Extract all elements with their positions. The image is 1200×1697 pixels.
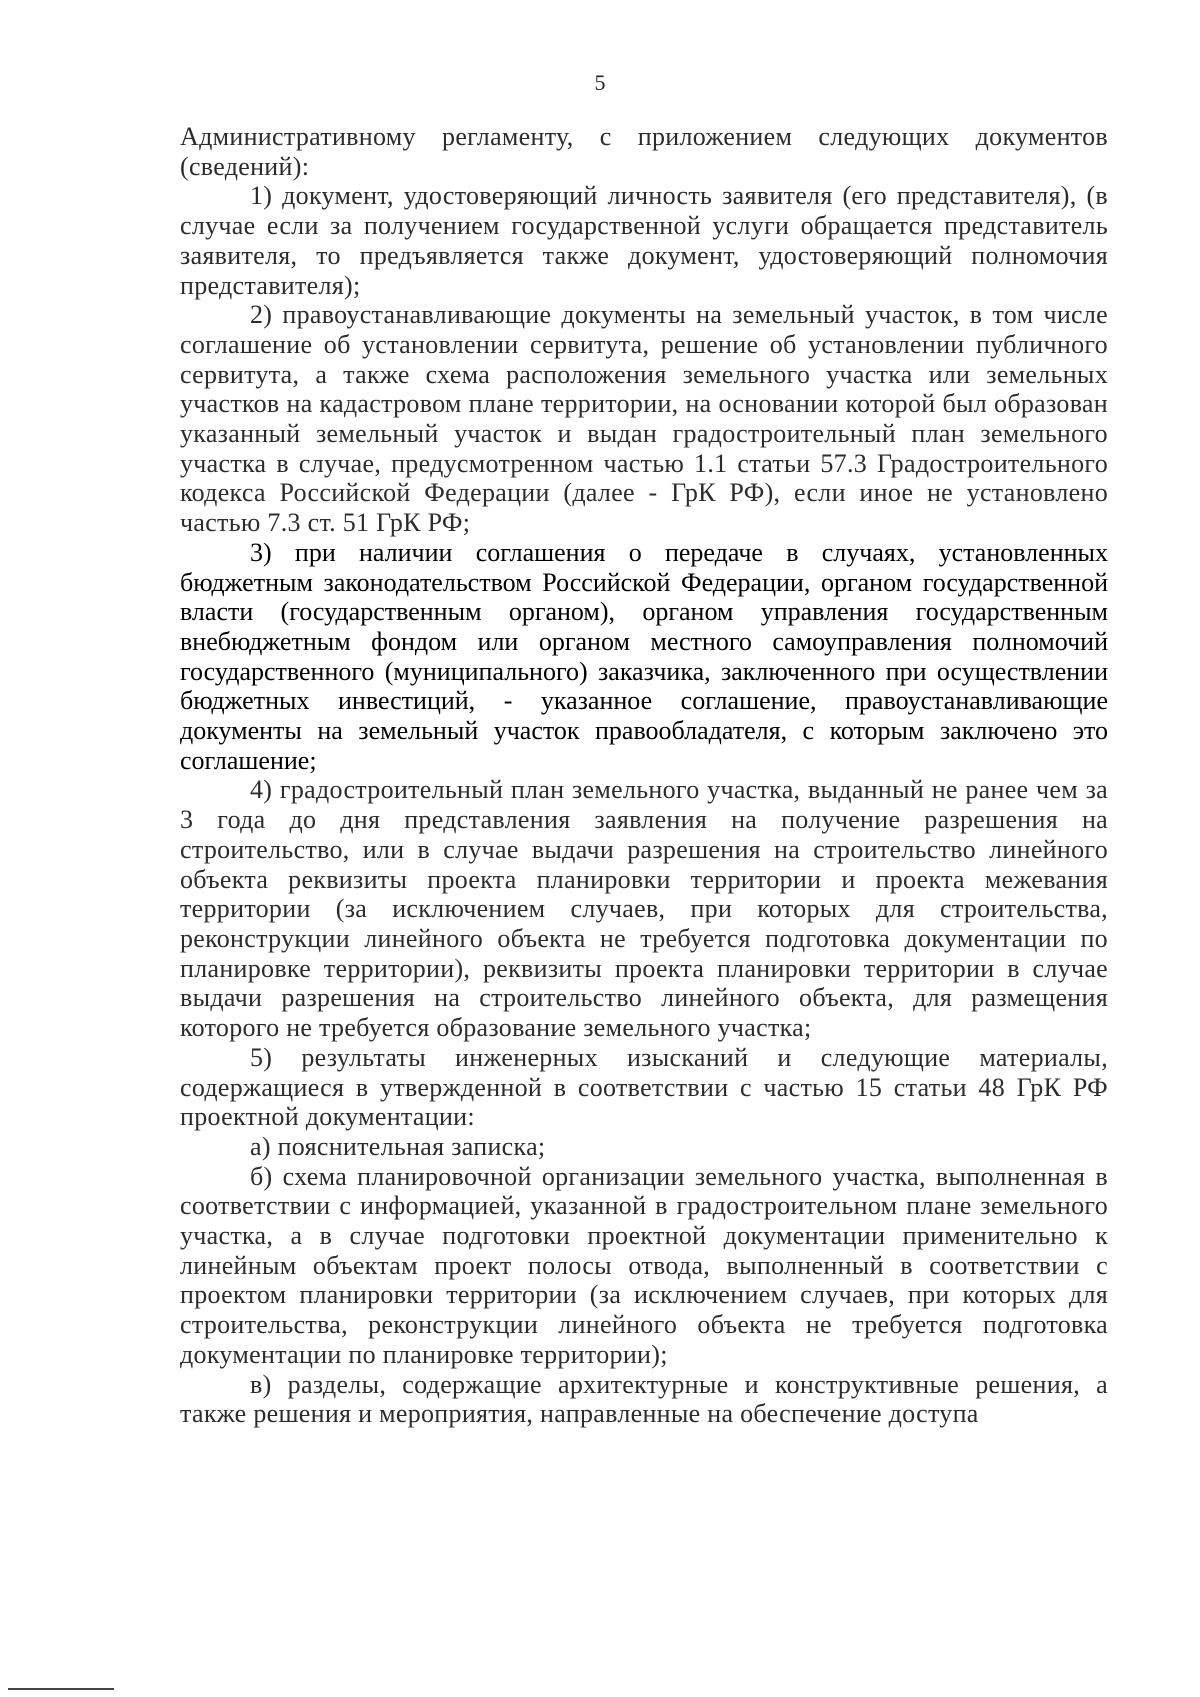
footer-rule xyxy=(8,1688,114,1690)
sub-item-a: а) пояснительная записка; xyxy=(250,1131,546,1161)
list-item-1: 1) документ, удостоверяющий личность заявителя (его представителя), (в случае если за получением государственной услуги обращается представитель заявителя, то предъявляется также документ, удостоверяющий полномочия представителя); xyxy=(180,181,1108,300)
list-item-3: 3) при наличии соглашения о передаче в случаях, установленных бюджетным законодательством Российской Федерации, органом государственной власти (государственным органом), органом управления государственным внебюджетным фондом или органом местного самоуправления полномочий государственного (муниципального) заказчика, заключенного при осуществлении бюджетных инвестиций, - указанное соглашение, правоустанавливающие документы на земельный участок правообладателя, с которым заключено это соглашение; xyxy=(180,537,1108,775)
document-body xyxy=(180,122,1108,1429)
page-number: 5 xyxy=(594,70,606,95)
list-item-4: 4) градостроительный план земельного участка, выданный не ранее чем за 3 года до дня представления заявления на получение разрешения на строительство, или в случае выдачи разрешения на строительство линейного объекта реквизиты проекта планировки территории и проекта межевания территории (за исключением случаев, при которых для строительства, реконструкции линейного объекта не требуется подготовка документации по планировке территории), реквизиты проекта планировки территории в случае выдачи разрешения на строительство линейного объекта, для размещения которого не требуется образование земельного участка; xyxy=(180,775,1108,1043)
list-item-5: 5) результаты инженерных изысканий и следующие материалы, содержащиеся в утвержденной в соответствии с частью 15 статьи 48 ГрК РФ проектной документации: xyxy=(180,1042,1108,1132)
list-item-2: 2) правоустанавливающие документы на земельный участок, в том числе соглашение об установлении сервитута, решение об установлении публичного сервитута, а также схема расположения земельного участка или земельных участков на кадастровом плане территории, на основании которой был образован указанный земельный участок и выдан градостроительный план земельного участка в случае, предусмотренном частью 1.1 статьи 57.3 Градостроительного кодекса Российской Федерации (далее - ГрК РФ), если иное не установлено частью 7.3 ст. 51 ГрК РФ; xyxy=(180,300,1108,538)
sub-item-b: б) схема планировочной организации земельного участка, выполненная в соответствии с информацией, указанной в градостроительном плане земельного участка, а в случае подготовки проектной документации применительно к линейным объектам проект полосы отвода, выполненный в соответствии с проектом планировки территории (за исключением случаев, при которых для строительства, реконструкции линейного объекта не требуется подготовка документации по планировке территории); xyxy=(180,1161,1108,1369)
paragraph-continuation: Административному регламенту, с приложением следующих документов (сведений): xyxy=(180,122,1108,181)
sub-item-v: в) разделы, содержащие архитектурные и конструктивные решения, а также решения и мероприятия, направленные на обеспечение доступа xyxy=(180,1369,1108,1429)
